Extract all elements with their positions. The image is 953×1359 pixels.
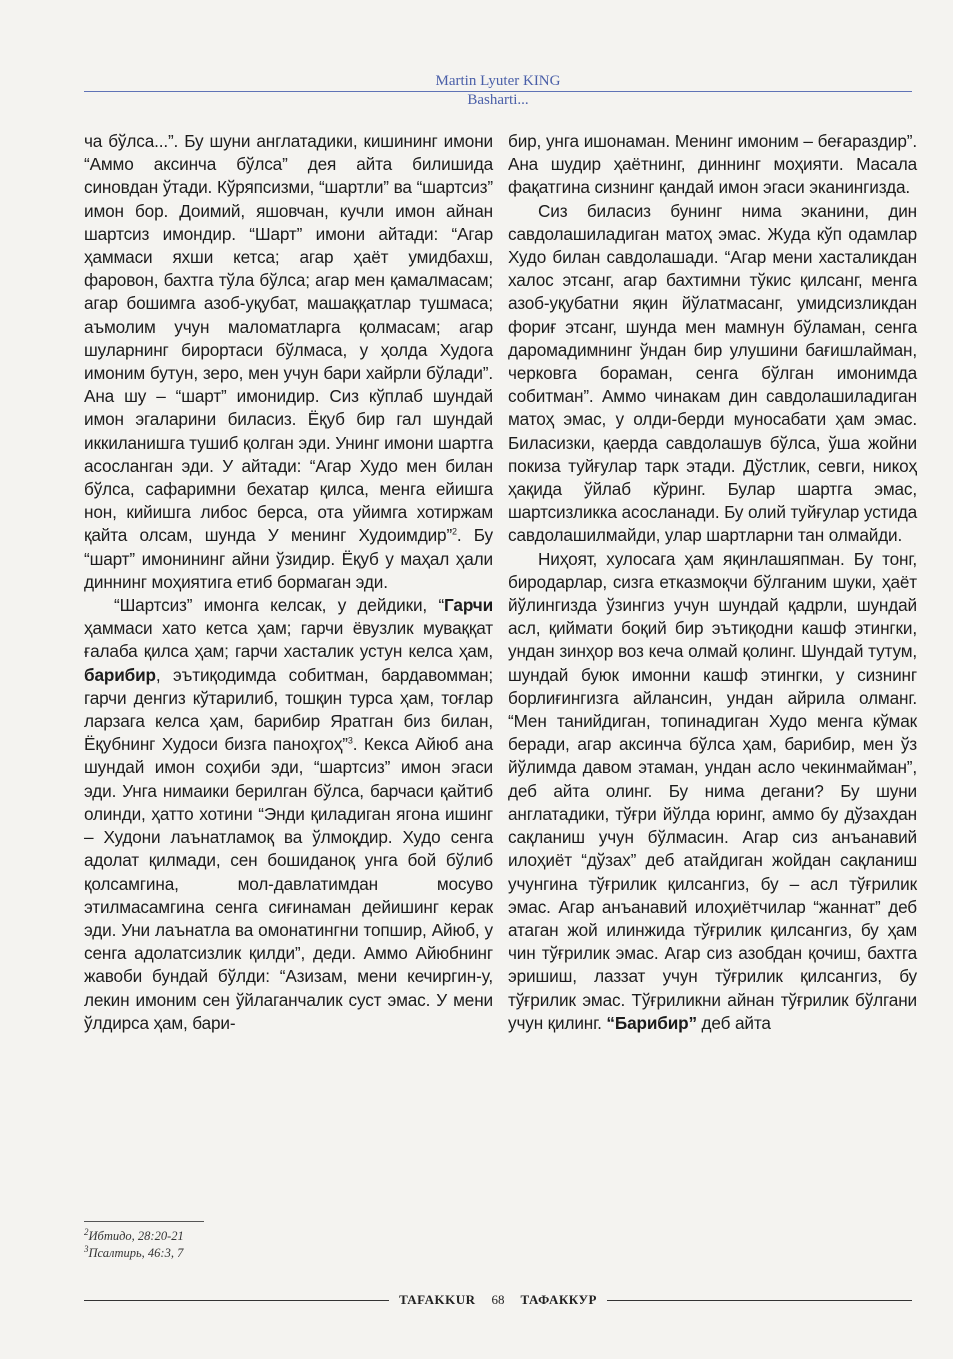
header-rule: [84, 91, 912, 92]
header-author: Martin Lyuter KING: [435, 73, 561, 89]
footer-rule-left: [84, 1300, 389, 1301]
footnote-ref: 3: [347, 735, 353, 746]
page-footer: [84, 1290, 912, 1310]
header-subtitle: Basharti...: [467, 92, 529, 108]
text-run: Ниҳоят, хулосага ҳам яқинлашяпман. Бу тонг, биродарлар, сизга етказмоқчи бўлганим шуки, ҳаёт йўлингизда ўзингиз учун шундай қадрли, шундай асл, қиймати боқий бир эътиқодни кашф этингки, ундан зинҳор воз кеча олмай қолинг. Шундай тутум, шундай буюк имонни кашф этингки, у сизнинг борлиғингизга айлансин, ундан айрила олманг. “Мен танийдиган, топинадиган Худо менга кўмак беради, агар аксинча бўлса ҳам, барибир, мен ўз йўлимда давом этаман, ундан асло чекинмайман”, деб айта олинг. Бу нима дегани? Бу шуни англатадики, тўғри йўлда юринг, аммо бу дўзахдан сақланиш учун бўлмасин. Агар сиз анъанавий илоҳиёт “дўзах” деб атайдиган жойдан сақланиш учунгина тўғрилик қилсангиз, бу – асл тўғрилик эмас. Агар анъанавий илоҳиётчилар “жаннат” деб атаган жой илинжида тўғрилик қилсангиз, бу ҳам чин тўғрилик эмас. Агар сиз азобдан қочиш, бахтга эришиш, лаззат учун тўғрилик қилсангиз, бу тўғрилик эмас. Тўғриликни айнан тўғрилик бўлгани учун қилинг.: [508, 548, 917, 1033]
footnote-number: 3: [84, 1243, 89, 1254]
paragraph: [84, 594, 493, 1035]
page-number: 68: [491, 1292, 505, 1307]
footnote-ref: 2: [452, 526, 457, 537]
bold-text: Гарчи: [444, 595, 493, 616]
footnote-number: 2: [84, 1226, 89, 1237]
footer-label-latin: TAFAKKUR: [399, 1292, 476, 1307]
bold-text: барибир: [84, 664, 156, 685]
right-column: [508, 130, 917, 1035]
text-run: ча бўлса...”. Бу шуни англатадики, кишининг имони “Аммо аксинча бўлса” дея айта билишида синовдан ўтади. Кўряпсизми, “шартли” ва “шартсиз” имон бор. Доимий, яшовчан, кучли имон айнан шартсиз имондир. “Шарт” имони айтади: “Агар ҳаммаси яхши кетса; агар ҳаёт умидбахш, фаровон, бахтга тўла бўлса; агар мен қамалмасам; агар бошимга азоб-уқубат, машаққатлар тушмаса; аъмолим учун маломатларга қолмасам; агар шуларнинг бирортаси бўлмаса, у ҳолда Худога имоним бутун, зеро, мен учун бари хайрли бўлади”. Ана шу – “шарт” имонидир. Сиз кўплаб шундай имон эгаларини биласиз. Ёқуб бир гал шундай иккиланишга тушиб қолган эди. Унинг имони шартга асосланган эди. У айтади: “Агар Худо мен билан бўлса, сафаримни бехатар қилса, менга ейишга нон, кийишга либос берса, ота уйимга хотиржам қайта олсам, шунда У менинг Худоимдир”: [84, 131, 493, 546]
footnotes: [84, 1228, 484, 1262]
text-run: , эътиқодимда собитман, бардавомман; гарчи денгиз кўтарилиб, тошқин турса ҳам, тоғлар ларзага келса ҳам, барибир Яратган биз билан, Ёқубнинг Худоси бизга паноҳгоҳ”: [84, 664, 493, 755]
text-run: . Бу “шарт” имонининг айни ўзидир. Ёқуб у маҳал ҳали диннинг моҳиятига етиб бормаган эди.: [84, 525, 493, 592]
bold-text: “Барибир”: [606, 1012, 697, 1033]
paragraph: [508, 548, 917, 1035]
text-run: ҳаммаси хато кетса ҳам; гарчи ёвузлик муваққат ғалаба қилса ҳам; гарчи хасталик устун келса ҳам,: [84, 618, 493, 662]
text-run: “Шартсиз” имонга келсак, у дейдики, “: [114, 595, 445, 616]
footnote-rule: [84, 1221, 204, 1222]
text-run: . Кекса Айюб ана шундай имон соҳиби эди, “шартсиз” имон эгаси эди. Унга нимаики берилган бўлса, барчаси қайтиб олинди, ҳатто хотини “Энди қиладиган ягона ишинг – Худони лаънатламоқ ва ўлмоқдир. Худо сенга адолат қилмади, сен бошиданоқ унга бой бўлиб қолсамгина, мол-давлатимдан мосуво этилмасамгина сенга сиғинаман дейишинг керак эди. Уни лаънатла ва омонатингни топшир, Айюб, у сенга адолатсизлик қилди”, деди. Аммо Айюбнинг жавоби бундай бўлди: “Азизам, мени кечиргин-у, лекин имоним сен ўйлаганчалик суст эмас. У мени ўлдирса ҳам, бари-: [84, 734, 493, 1033]
text-run: бир, унга ишонаман. Менинг имоним – беғараздир”. Ана шудир ҳаётнинг, диннинг моҳияти. Масала фақатгина сизнинг қандай имон эгаси эканингизда.: [508, 131, 917, 198]
footnote: [84, 1245, 484, 1262]
footnote: [84, 1228, 484, 1245]
paragraph: [508, 200, 917, 548]
paragraph: [84, 130, 493, 594]
footer-label-cyrillic: ТАФАККУР: [520, 1292, 597, 1307]
footnote-text: Ибтидо, 28:20-21: [88, 1229, 184, 1243]
paragraph: [508, 130, 917, 200]
text-run: Сиз биласиз бунинг нима эканини, дин савдолашиладиган матоҳ эмас. Жуда кўп одамлар Худо билан савдолашади. “Агар мени хасталикдан халос этсанг, агар бахтимни тўкис қилсанг, менга азоб-уқубатни яқин йўлатмасанг, умидсизликдан фориғ этсанг, шунда мен мамнун бўламан, сенга даромадимнинг ўндан бир улушини бағишлайман, черковга бораман, сенга бўлган имонимда собитман”. Аммо чинакам дин савдолашиладиган матоҳ эмас, у олди-берди муносабати ҳам эмас. Биласизки, қаерда савдолашув бўлса, ўша жойни покиза туйғулар тарк этади. Дўстлик, севги, никоҳ ҳақида ўйлаб кўринг. Булар шартга эмас, шартсизликка асосланади. Бу олий туйғулар устида савдолашилмайди, улар шартларни тан олмайди.: [508, 200, 917, 546]
left-column: [84, 130, 493, 1035]
footer-rule-right: [607, 1300, 912, 1301]
footnote-text: Псалтирь, 46:3, 7: [88, 1246, 184, 1260]
text-run: деб айта: [696, 1012, 771, 1033]
